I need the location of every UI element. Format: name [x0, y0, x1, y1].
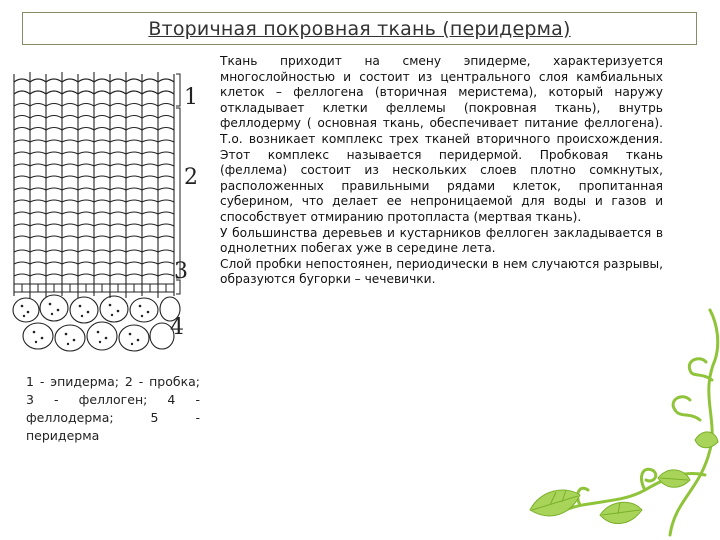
layer-label-1: 1 [184, 85, 198, 110]
phelloderm-cells [13, 295, 180, 351]
decorative-vine [470, 300, 720, 540]
paragraph-2: У большинства деревьев и кустарников феллоген закладывается в однолетних побегах уже в середине лета. [220, 225, 663, 256]
layer-label-4: 4 [170, 315, 184, 340]
cork-cell-columns [14, 72, 174, 298]
slide-title: Вторичная покровная ткань (перидерма) [148, 17, 571, 40]
layer-label-2: 2 [184, 165, 198, 190]
body-text [220, 54, 663, 288]
slide-title-frame [22, 12, 697, 45]
paragraph-3: Слой пробки непостоянен, периодически в нем случаются разрывы, образуются бугорки – чечевички. [220, 256, 663, 287]
layer-label-3: 3 [174, 259, 188, 284]
periderm-diagram [8, 66, 200, 362]
figure-caption: 1 - эпидерма; 2 - пробка; 3 - феллоген; 4 - феллодерма; 5 - перидерма [26, 374, 200, 443]
paragraph-1: Ткань приходит на смену эпидерме, характеризуется многослойностью и состоит из центрального слоя камбиальных клеток – феллогена (вторичная меристема), который наружу откладывает клетки феллемы (покровная ткань), внутрь феллодерму ( основная ткань, обеспечивает питание феллогена). Т.о. возникает комплекс трех тканей вторичного происхождения. Этот комплекс называется перидермой. Пробковая ткань (феллема) состоит из нескольких слоев плотно сомкнутых, расположенных правильными рядами клеток, пропитанная суберином, что делает ее непроницаемой для воды и газов и способствует отмиранию протопласта (мертвая ткань). [220, 54, 663, 224]
